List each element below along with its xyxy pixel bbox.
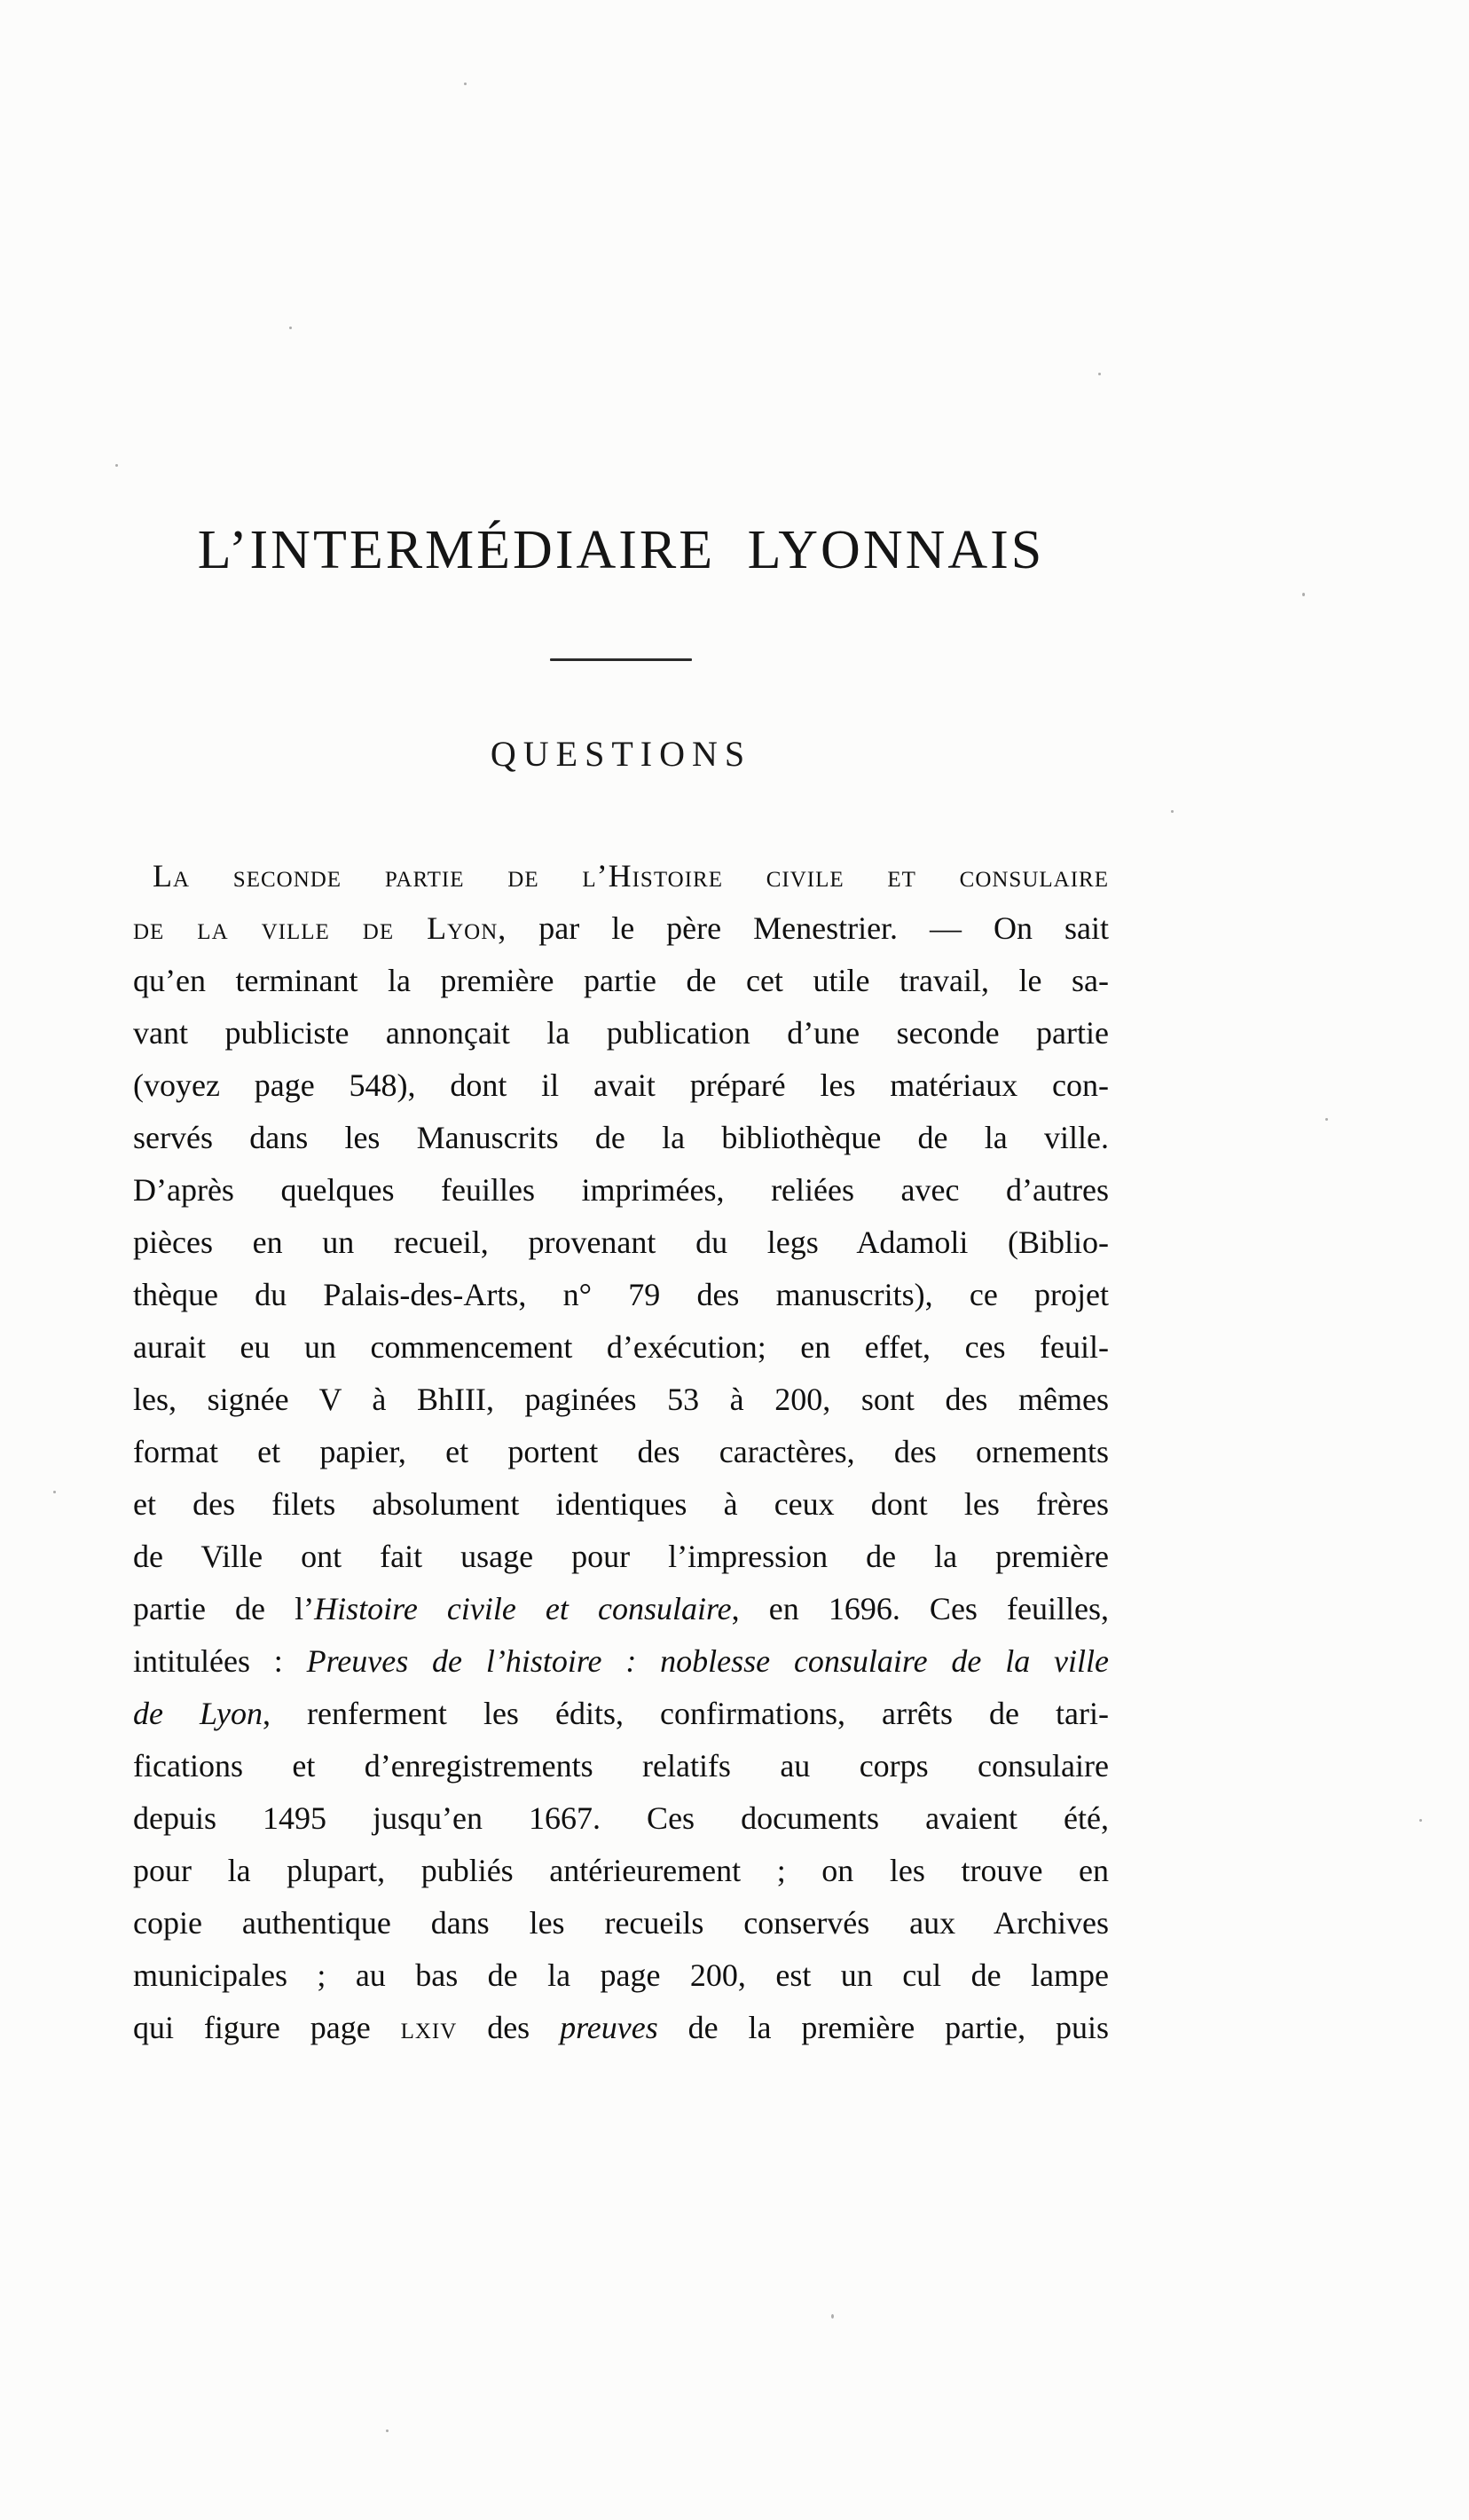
text-line-18 [133,1740,1109,1792]
scan-speck [464,83,467,85]
text-line-22 [133,1949,1109,2002]
text-segment: fications et d’enregistrements relatifs au corps consulaire [133,1748,1109,1784]
text-segment: , en 1696. Ces feuilles, [731,1591,1109,1626]
text-segment: et des filets absolument identiques à ceux dont les frères [133,1486,1109,1522]
scan-speck [831,2314,834,2319]
text-segment: de Ville ont fait usage pour l’impression de la première [133,1539,1109,1574]
page-title: L’INTERMÉDIAIRE LYONNAIS [197,520,1045,580]
text-segment: de Lyon [133,1696,263,1731]
text-line-13 [133,1478,1109,1531]
text-segment: intitulées : [133,1643,307,1679]
text-segment: partie de l’ [133,1591,315,1626]
article-body [133,850,1109,2054]
text-segment: pour la plupart, publiés antérieurement ; on les trouve en [133,1853,1109,1888]
text-line-11 [133,1374,1109,1426]
text-segment: les, signée V à BhIII, paginées 53 à 200, sont des mêmes [133,1382,1109,1417]
scan-speck [1325,1118,1328,1121]
text-segment: , renferment les édits, confirmations, arrêts de tari- [262,1696,1109,1731]
text-line-9 [133,1269,1109,1321]
text-line-7 [133,1164,1109,1217]
text-segment: depuis 1495 jusqu’en 1667. Ces documents avaient été, [133,1800,1109,1836]
text-segment: par le père Menestrier. — On sait [507,910,1109,946]
text-line-5 [133,1059,1109,1112]
text-line-2 [133,902,1109,955]
text-line-3 [133,955,1109,1007]
text-line-15 [133,1583,1109,1635]
text-segment: Preuves de l’histoire : noblesse consulaire de la ville [306,1643,1109,1679]
text-segment: D’après quelques feuilles imprimées, reliées avec d’autres [133,1172,1109,1208]
scan-speck [1171,810,1174,813]
text-segment: aurait eu un commencement d’exécution; en effet, ces feuil- [133,1329,1109,1365]
text-segment: copie authentique dans les recueils conservés aux Archives [133,1905,1109,1941]
text-segment: vant publiciste annonçait la publication d’une seconde partie [133,1015,1109,1051]
text-segment: pièces en un recueil, provenant du legs Adamoli (Biblio- [133,1225,1109,1260]
text-segment: format et papier, et portent des caractères, des ornements [133,1434,1109,1469]
text-segment: servés dans les Manuscrits de la bibliothèque de la ville. [133,1120,1109,1155]
text-segment: qui figure page [133,2010,401,2045]
section-heading: QUESTIONS [490,734,752,774]
scan-speck [1098,373,1101,375]
section-divider-rule [550,658,692,661]
text-segment: de la ville de Lyon, [133,910,507,946]
text-line-19 [133,1792,1109,1845]
text-line-6 [133,1112,1109,1164]
text-segment: thèque du Palais-des-Arts, n° 79 des manuscrits), ce projet [133,1277,1109,1312]
text-segment: lxiv [400,2010,458,2045]
text-segment: qu’en terminant la première partie de cet utile travail, le sa- [133,963,1109,998]
text-line-23 [133,2002,1109,2054]
scan-speck [386,2429,389,2432]
text-line-14 [133,1531,1109,1583]
text-line-17 [133,1688,1109,1740]
text-segment: preuves [560,2010,658,2045]
text-segment: des [457,2010,561,2045]
text-segment: de la première partie, puis [657,2010,1110,2045]
scan-speck [115,464,118,467]
text-line-4 [133,1007,1109,1059]
text-segment: (voyez page 548), dont il avait préparé les matériaux con- [133,1067,1109,1103]
text-segment: Histoire civile et consulaire [314,1591,732,1626]
scan-speck [1419,1819,1422,1822]
text-line-10 [133,1321,1109,1374]
text-line-1 [133,850,1109,902]
text-line-16 [133,1635,1109,1688]
scan-speck [289,327,292,329]
scan-speck [53,1491,56,1493]
text-line-8 [133,1217,1109,1269]
text-segment: La seconde partie de l’Histoire civile et consulaire [153,858,1109,894]
text-segment: municipales ; au bas de la page 200, est un cul de lampe [133,1957,1109,1993]
text-line-21 [133,1897,1109,1949]
text-line-12 [133,1426,1109,1478]
scan-speck [1302,593,1305,596]
text-line-20 [133,1845,1109,1897]
